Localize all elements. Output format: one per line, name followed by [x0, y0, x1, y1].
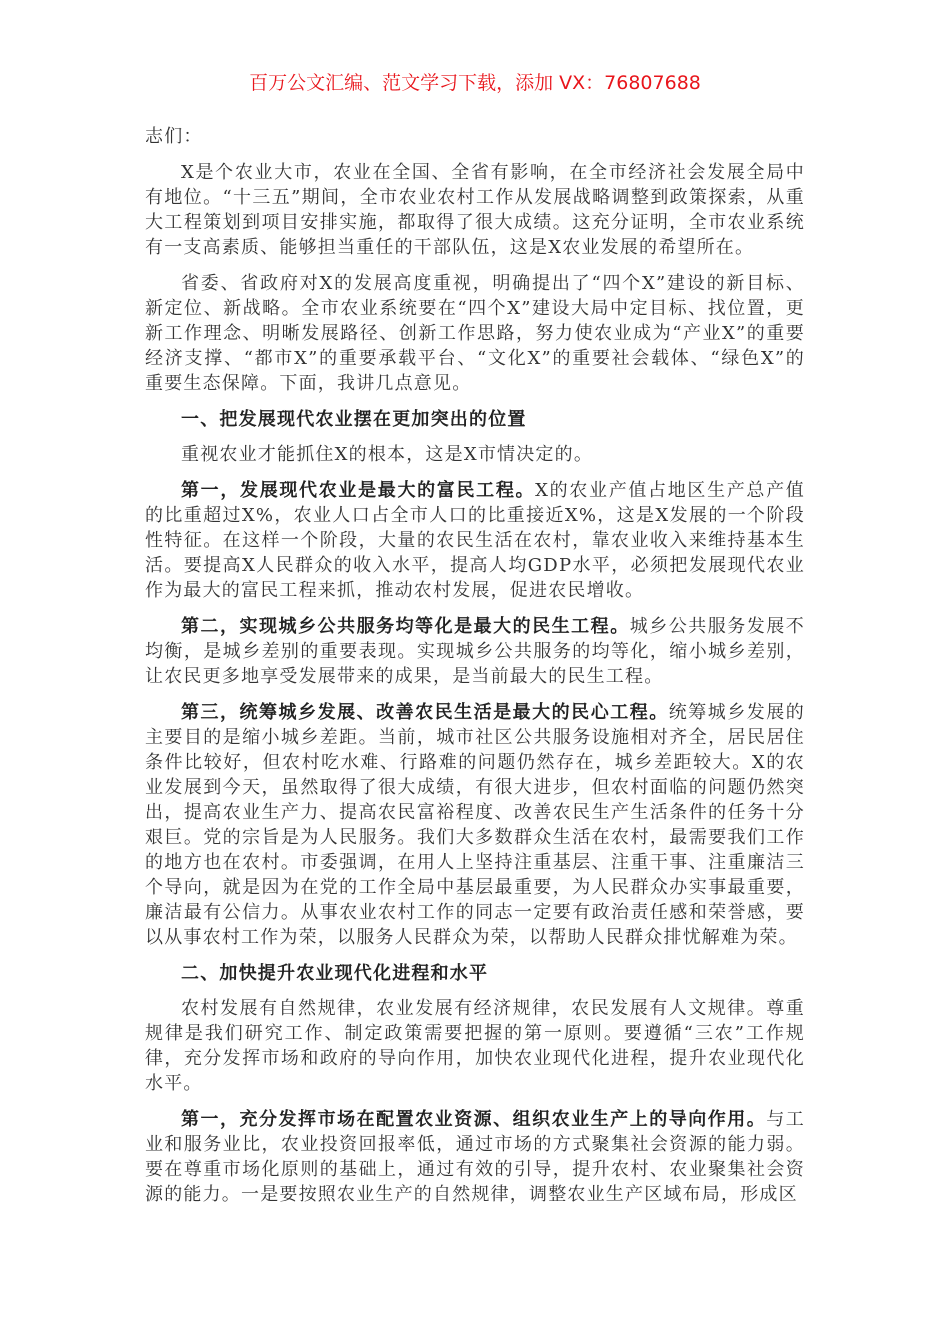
- paragraph-lead: 第三，统筹城乡发展、改善农民生活是最大的民心工程。: [181, 702, 669, 723]
- paragraph-list: [145, 160, 805, 1207]
- paragraph: [145, 1107, 805, 1207]
- paragraph: [145, 442, 805, 467]
- paragraph-lead: 第一，发展现代农业是最大的富民工程。: [181, 480, 536, 501]
- watermark-banner: 百万公文汇编、范文学习下载，添加 VX：76807688: [249, 72, 701, 94]
- paragraph-text: 农村发展有自然规律，农业发展有经济规律，农民发展有人文规律。尊重规律是我们研究工作、制定政策需要把握的第一原则。要遵循“三农”工作规律，充分发挥市场和政府的导向作用，加快农业现代化进程，提升农业现代化水平。: [145, 998, 805, 1094]
- paragraph-text: X的农业产值占地区生产总产值的比重超过X%，农业人口占全市人口的比重接近X%，这是X发展的一个阶段性特征。在这样一个阶段，大量的农民生活在农村，靠农业收入来维持基本生活。要提高X人民群众的收入水平，提高人均GDP水平，必须把发展现代农业作为最大的富民工程来抓，推动农村发展，促进农民增收。: [145, 480, 805, 601]
- paragraph: [145, 160, 805, 260]
- paragraph-lead: 第一，充分发挥市场在配置农业资源、组织农业生产上的导向作用。: [181, 1109, 767, 1130]
- paragraph-text: 省委、省政府对X的发展高度重视，明确提出了“四个X”建设的新目标、新定位、新战略。全市农业系统要在“四个X”建设大局中定目标、找位置，更新工作理念、明晰发展路径、创新工作思路，努力使农业成为“产业X”的重要经济支撑、“都市X”的重要承载平台、“文化X”的重要社会载体、“绿色X”的重要生态保障。下面，我讲几点意见。: [145, 273, 805, 394]
- paragraph-text: 与工业和服务业比，农业投资回报率低，通过市场的方式聚集社会资源的能力弱。要在尊重市场化原则的基础上，通过有效的引导，提升农村、农业聚集社会资源的能力。一是要按照农业生产的自然规律，调整农业生产区域布局，形成区: [145, 1109, 805, 1205]
- paragraph: [145, 271, 805, 396]
- paragraph-text: X是个农业大市，农业在全国、全省有影响，在全市经济社会发展全局中有地位。“十三五”期间，全市农业农村工作从发展战略调整到政策探索，从重大工程策划到项目安排实施，都取得了很大成绩。这充分证明，全市农业系统有一支高素质、能够担当重任的干部队伍，这是X农业发展的希望所在。: [145, 162, 805, 258]
- paragraph: [145, 614, 805, 689]
- section-heading: 二、加快提升农业现代化进程和水平: [181, 963, 489, 984]
- document-body: [145, 124, 805, 1218]
- paragraph: [145, 478, 805, 603]
- section-heading: 一、把发展现代农业摆在更加突出的位置: [181, 409, 527, 430]
- paragraph-text: 城乡公共服务发展不均衡，是城乡差别的重要表现。实现城乡公共服务的均等化，缩小城乡差别，让农民更多地享受发展带来的成果，是当前最大的民生工程。: [145, 616, 805, 687]
- paragraph-text: 统筹城乡发展的主要目的是缩小城乡差距。当前，城市社区公共服务设施相对齐全，居民居住条件比较好，但农村吃水难、行路难的问题仍然存在，城乡差距较大。X的农业发展到今天，虽然取得了很大成绩，有很大进步，但农村面临的问题仍然突出，提高农业生产力、提高农民富裕程度、改善农民生产生活条件的任务十分艰巨。党的宗旨是为人民服务。我们大多数群众生活在农村，最需要我们工作的地方也在农村。市委强调，在用人上坚持注重基层、注重干事、注重廉洁三个导向，就是因为在党的工作全局中基层最重要，为人民群众办实事最重要，廉洁最有公信力。从事农业农村工作的同志一定要有政治责任感和荣誉感，要以从事农村工作为荣，以服务人民群众为荣，以帮助人民群众排忧解难为荣。: [145, 702, 805, 948]
- paragraph: [145, 700, 805, 950]
- paragraph-lead: 第二，实现城乡公共服务均等化是最大的民生工程。: [181, 616, 630, 637]
- paragraph: [145, 996, 805, 1096]
- salutation: 志们：: [145, 126, 203, 147]
- paragraph-text: 重视农业才能抓住X的根本，这是X市情决定的。: [181, 444, 594, 465]
